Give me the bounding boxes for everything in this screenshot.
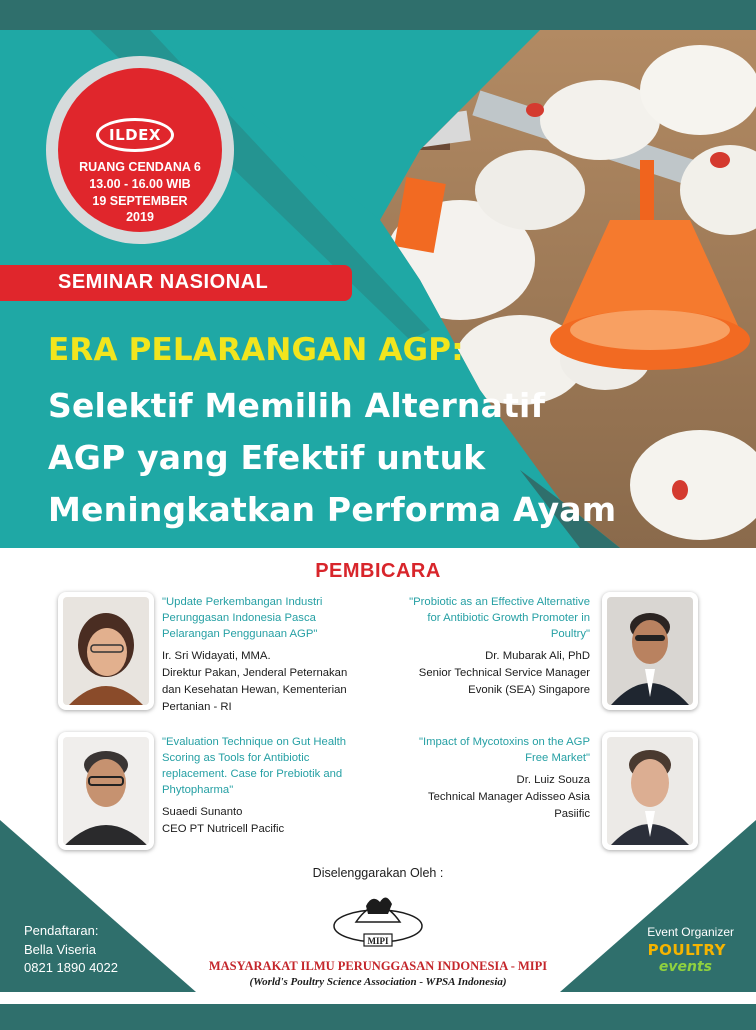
registration-phone: 0821 1890 4022	[24, 960, 118, 975]
speaker-3-name: Suaedi Sunanto	[162, 806, 243, 818]
speaker-3-topic-line: "Evaluation Technique on Gut Health	[162, 736, 347, 748]
speaker-2-topic-line: for Antibiotic Growth Promoter in	[427, 612, 590, 624]
speaker-2-topic-line: "Probiotic as an Effective Alternative	[409, 596, 590, 608]
speaker-4-topic-line: "Impact of Mycotoxins on the AGP	[418, 736, 590, 748]
speaker-2-topic-line: Poultry"	[550, 628, 590, 640]
registration-contact-name: Bella Viseria	[24, 942, 97, 957]
top-band	[0, 0, 756, 30]
speaker-3-topic-line: replacement. Case for Prebiotik and	[162, 768, 343, 780]
organizer-subtitle: (World's Poultry Science Association - WPSA Indonesia)	[249, 976, 507, 988]
speaker-1-title: Pertanian - RI	[162, 701, 232, 713]
headline-line3: AGP yang Efektif untuk	[48, 438, 486, 477]
speaker-4-info	[428, 772, 590, 823]
headline-line2: Selektif Memilih Alternatif	[48, 386, 546, 425]
speaker-4-topic-line: Free Market"	[525, 752, 590, 764]
speaker-1-topic-line: Pelarangan Penggunaan AGP"	[162, 628, 318, 640]
ildex-logo: ILDEX	[96, 118, 174, 152]
event-organizer-label: Event Organizer	[647, 925, 734, 939]
speaker-2-title: Evonik (SEA) Singapore	[468, 684, 590, 696]
speaker-1-title: dan Kesehatan Hewan, Kementerian	[162, 684, 347, 696]
speaker-2-topic	[409, 594, 590, 642]
event-time: 13.00 - 16.00 WIB	[89, 177, 191, 191]
speaker-1-topic-line: "Update Perkembangan Industri	[162, 596, 323, 608]
poultry-events-logo-bottom: events	[658, 959, 712, 975]
speaker-4-name: Dr. Luiz Souza	[516, 774, 590, 786]
speaker-4-title: Technical Manager Adisseo Asia	[427, 791, 590, 803]
speaker-3-title: CEO PT Nutricell Pacific	[162, 823, 285, 835]
speaker-2-title: Senior Technical Service Manager	[418, 667, 590, 679]
headline-line4: Meningkatkan Performa Ayam	[48, 490, 617, 529]
speaker-1-info	[162, 648, 347, 716]
speaker-4-title: Pasiific	[554, 808, 590, 820]
seminar-label: SEMINAR NASIONAL	[58, 271, 269, 293]
bottom-band	[0, 1004, 756, 1030]
speaker-4-topic	[419, 734, 590, 766]
speaker-1-topic	[162, 594, 322, 642]
poultry-events-logo-top: POULTRY	[647, 941, 726, 959]
speaker-1-title: Direktur Pakan, Jenderal Peternakan	[162, 667, 348, 679]
organizer-name: MASYARAKAT ILMU PERUNGGASAN INDONESIA - MIPI	[208, 959, 548, 973]
speakers-heading: PEMBICARA	[315, 560, 441, 582]
speaker-3-topic-line: Phytopharma"	[162, 784, 234, 796]
speaker-1-name: Ir. Sri Widayati, MMA.	[162, 650, 271, 662]
speaker-photo-2	[602, 592, 698, 710]
event-date: 19 SEPTEMBER	[92, 194, 188, 208]
speaker-3-topic	[162, 734, 346, 798]
organizer-label: Diselenggarakan Oleh :	[312, 866, 444, 880]
speaker-2-name: Dr. Mubarak Ali, PhD	[485, 650, 590, 662]
event-room: RUANG CENDANA 6	[79, 160, 201, 174]
headline-line1: ERA PELARANGAN AGP:	[48, 332, 464, 368]
speaker-photo-1	[58, 592, 154, 710]
speaker-2-info	[419, 648, 590, 699]
speaker-1-topic-line: Perunggasan Indonesia Pasca	[162, 612, 316, 624]
mipi-logo-text: MIPI	[367, 936, 389, 946]
event-year: 2019	[126, 210, 154, 224]
speaker-3-topic-line: Scoring as Tools for Antibiotic	[162, 752, 310, 764]
registration-label: Pendaftaran:	[24, 923, 99, 938]
mipi-logo	[318, 884, 438, 954]
